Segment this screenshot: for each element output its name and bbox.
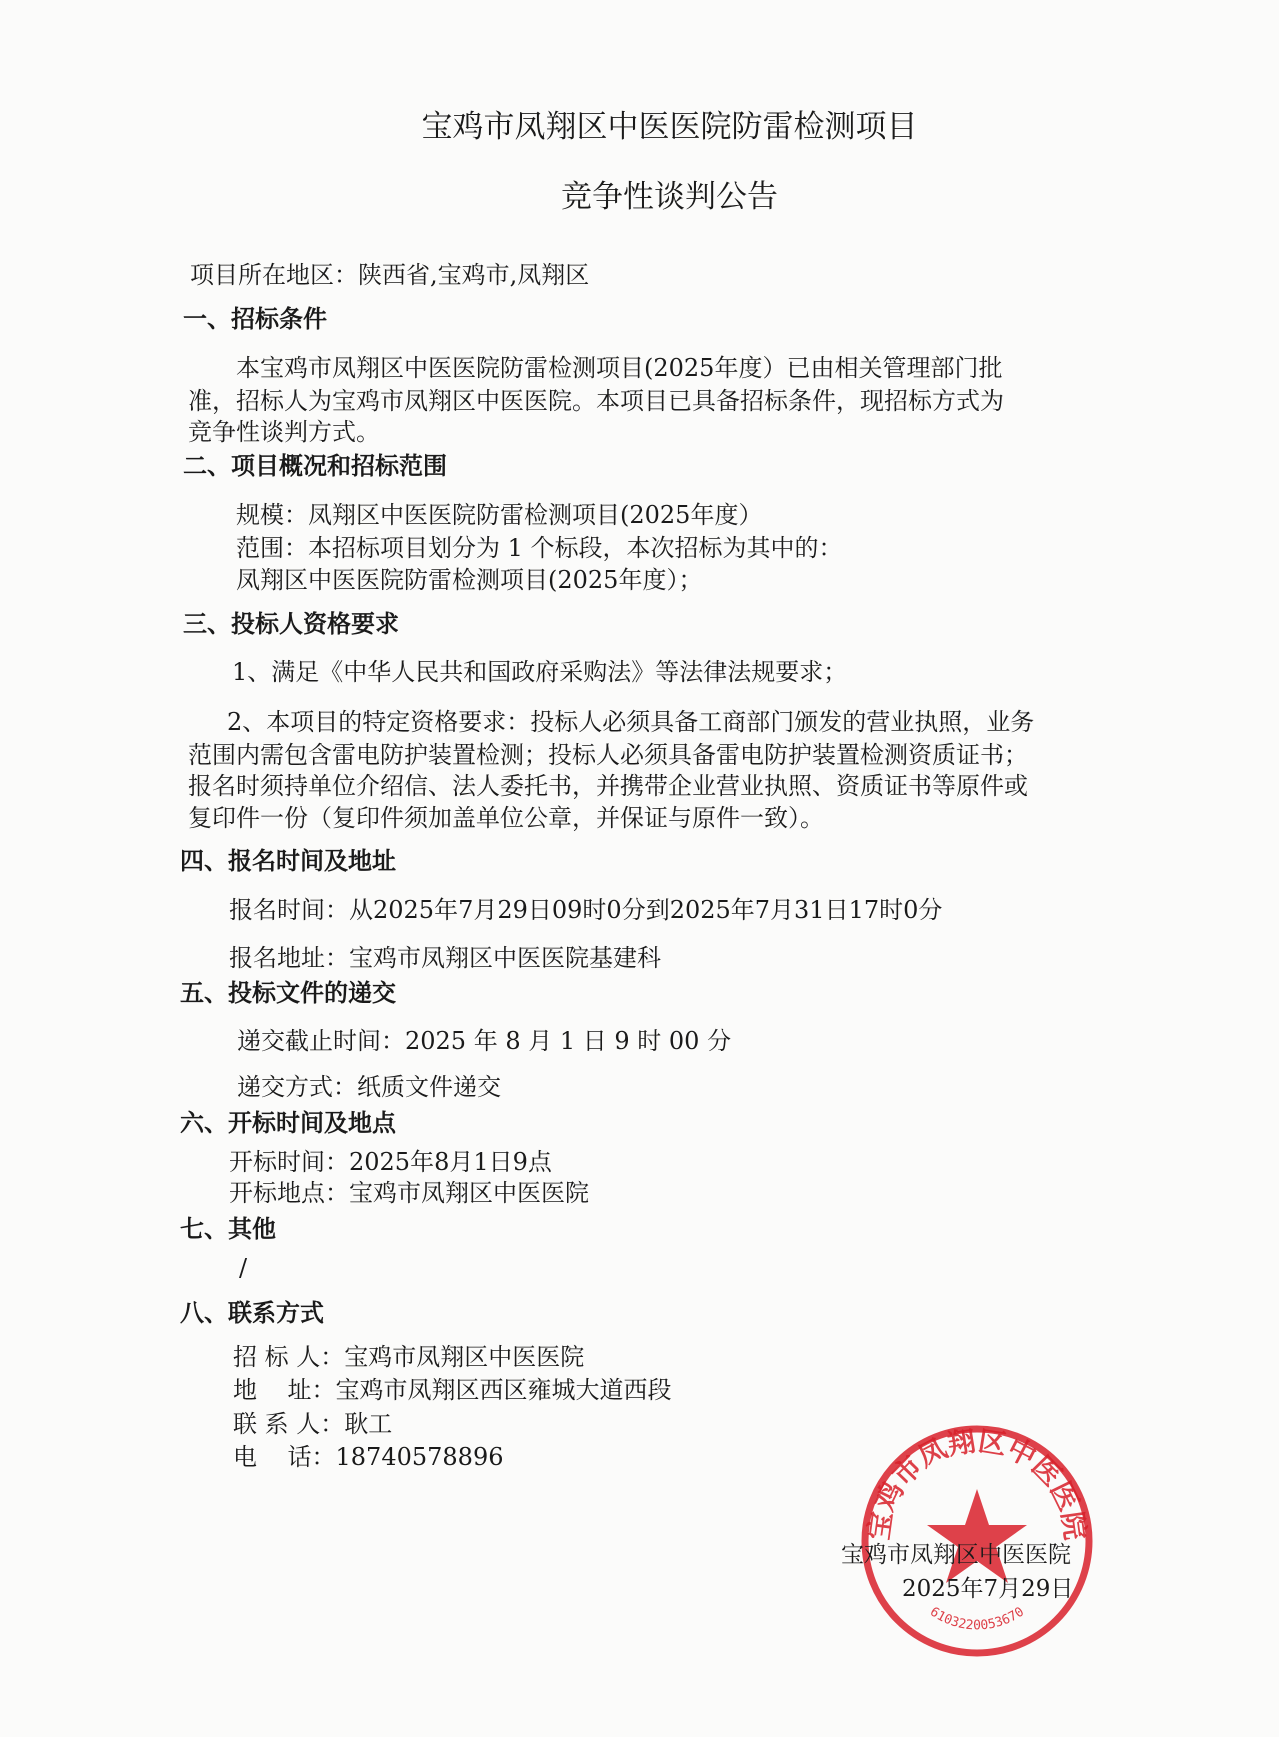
- s2-line: 规模：凤翔区中医医院防雷检测项目(2025年度）: [236, 501, 763, 529]
- contact-person: 联 系 人：耿工: [233, 1410, 393, 1438]
- title-line-1: 宝鸡市凤翔区中医医院防雷检测项目: [421, 109, 918, 145]
- s2-line: 范围：本招标项目划分为 1 个标段，本次招标为其中的：: [236, 534, 843, 562]
- contact-tenderer: 招 标 人：宝鸡市凤翔区中医医院: [233, 1343, 585, 1371]
- s4-line: 报名时间：从2025年7月29日09时0分到2025年7月31日17时0分: [229, 896, 943, 924]
- project-region: 项目所在地区：陕西省,宝鸡市,凤翔区: [190, 261, 590, 289]
- svg-text:宝鸡市凤翔区中医医院: 宝鸡市凤翔区中医医院: [862, 1424, 1092, 1542]
- contact-address: 地 址：宝鸡市凤翔区西区雍城大道西段: [233, 1376, 672, 1404]
- title-line-2: 竞争性谈判公告: [561, 179, 778, 215]
- s1-line: 准，招标人为宝鸡市凤翔区中医医院。本项目已具备招标条件，现招标方式为: [188, 387, 1004, 415]
- s3-line: 1、满足《中华人民共和国政府采购法》等法律法规要求；: [232, 658, 848, 686]
- s3-line: 报名时须持单位介绍信、法人委托书，并携带企业营业执照、资质证书等原件或: [188, 772, 1028, 800]
- s1-line: 本宝鸡市凤翔区中医医院防雷检测项目(2025年度）已由相关管理部门批: [236, 354, 1003, 382]
- section-4-heading: 四、报名时间及地址: [180, 847, 396, 875]
- s2-line: 凤翔区中医医院防雷检测项目(2025年度）；: [236, 566, 703, 594]
- section-1-heading: 一、招标条件: [183, 305, 327, 333]
- s5-line: 递交截止时间：2025 年 8 月 1 日 9 时 00 分: [237, 1027, 732, 1055]
- section-3-heading: 三、投标人资格要求: [183, 610, 399, 638]
- section-2-heading: 二、项目概况和招标范围: [183, 452, 447, 480]
- contact-phone: 电 话：18740578896: [233, 1443, 504, 1471]
- signature-date: 2025年7月29日: [902, 1576, 1074, 1602]
- s7-line: /: [239, 1254, 248, 1282]
- section-7-heading: 七、其他: [180, 1215, 276, 1243]
- s4-line: 报名地址：宝鸡市凤翔区中医医院基建科: [229, 944, 661, 972]
- s3-line: 复印件一份（复印件须加盖单位公章，并保证与原件一致）。: [188, 804, 824, 832]
- s6-line: 开标地点：宝鸡市凤翔区中医医院: [229, 1179, 589, 1207]
- svg-text:6103220053670: 6103220053670: [927, 1604, 1027, 1634]
- s5-line: 递交方式：纸质文件递交: [237, 1073, 501, 1101]
- s1-line: 竞争性谈判方式。: [188, 418, 380, 446]
- s6-line: 开标时间：2025年8月1日9点: [229, 1148, 552, 1176]
- s3-line: 2、本项目的特定资格要求：投标人必须具备工商部门颁发的营业执照，业务: [227, 708, 1035, 736]
- s3-line: 范围内需包含雷电防护装置检测；投标人必须具备雷电防护装置检测资质证书；: [188, 741, 1028, 769]
- signature-org: 宝鸡市凤翔区中医医院: [841, 1542, 1071, 1568]
- section-5-heading: 五、投标文件的递交: [180, 979, 396, 1007]
- section-8-heading: 八、联系方式: [180, 1299, 324, 1327]
- section-6-heading: 六、开标时间及地点: [180, 1109, 396, 1137]
